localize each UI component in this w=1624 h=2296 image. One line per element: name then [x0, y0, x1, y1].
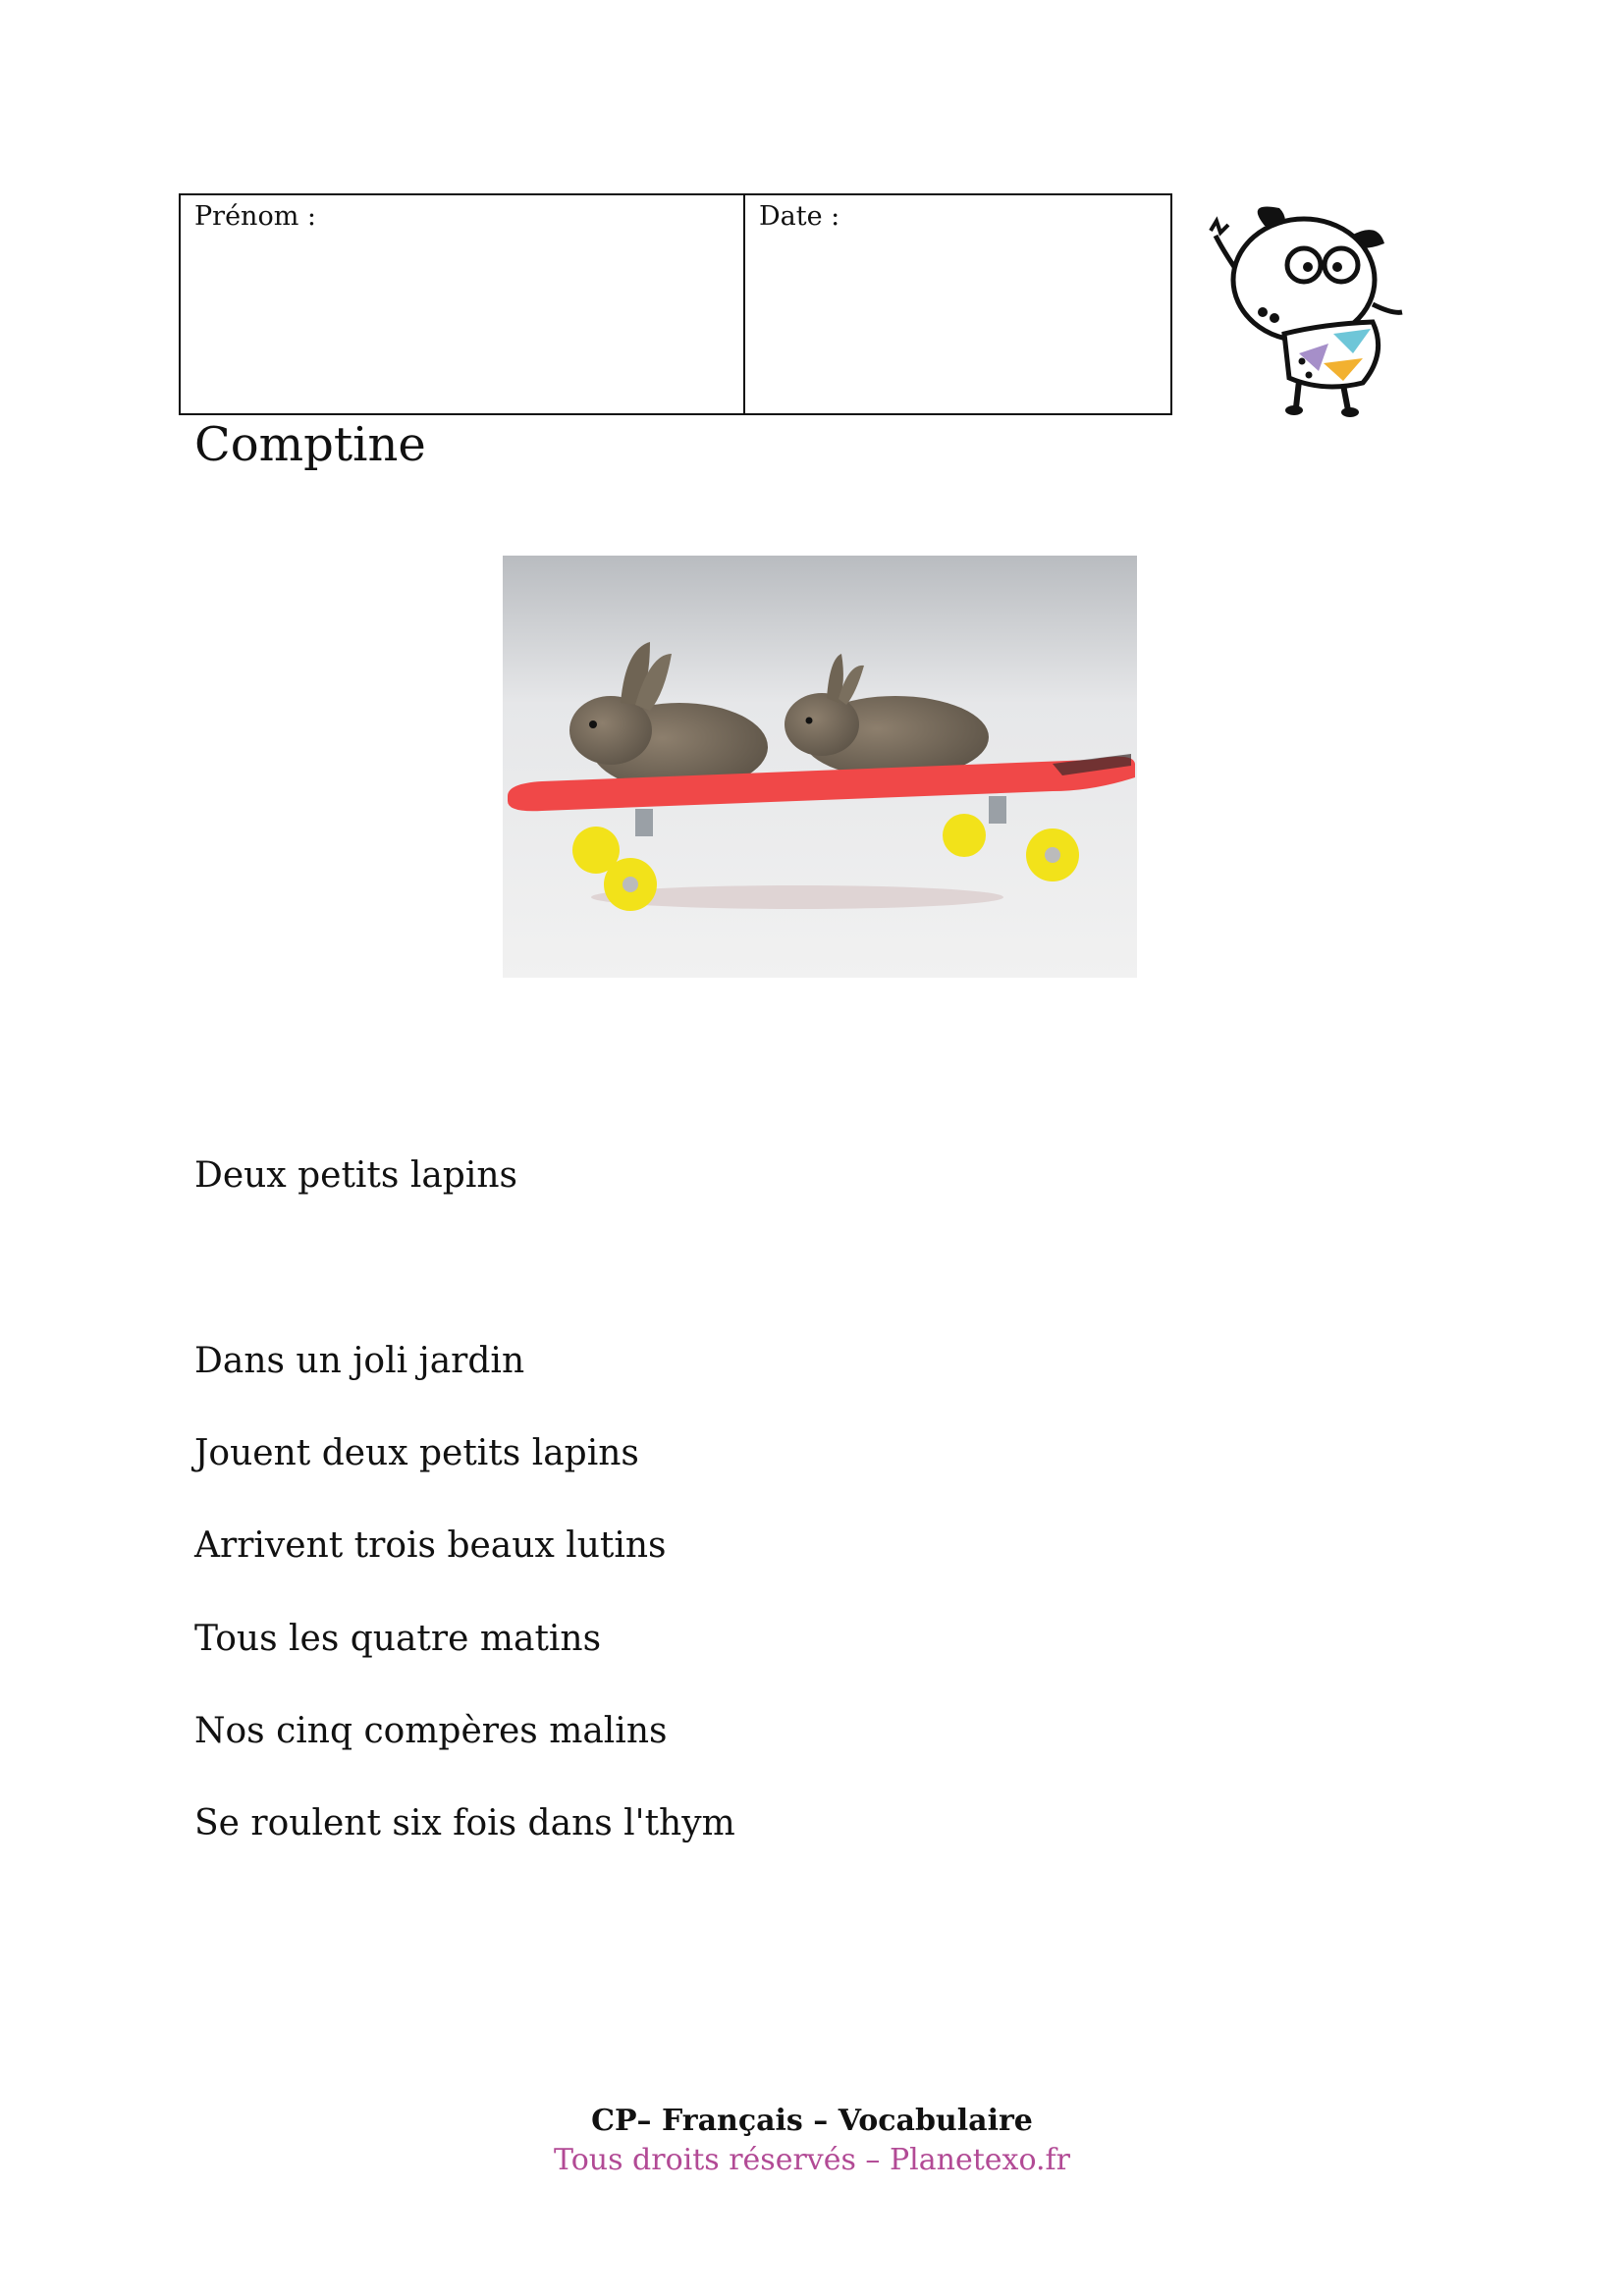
rabbits-on-skateboard-image [503, 556, 1137, 978]
footer-subject: CP– Français – Vocabulaire [591, 2104, 1033, 2138]
date-field[interactable] [745, 195, 1170, 413]
poem-line: Arrivent trois beaux lutins [194, 1525, 667, 1566]
poem-line: Tous les quatre matins [194, 1619, 602, 1659]
poem-line: Se roulent six fois dans l'thym [194, 1803, 735, 1843]
poem-line: Nos cinq compères malins [194, 1711, 668, 1751]
poem-line: Dans un joli jardin [194, 1341, 525, 1381]
poem-line: Jouent deux petits lapins [194, 1433, 639, 1473]
header-table [179, 193, 1172, 415]
date-label: Date : [759, 201, 840, 232]
poem-first-line: Deux petits lapins [194, 1155, 518, 1196]
prenom-field[interactable] [181, 195, 745, 413]
footer-copyright[interactable]: Tous droits réservés – Planetexo.fr [554, 2143, 1070, 2177]
prenom-label: Prénom : [194, 201, 316, 232]
sheep-mascot-icon [1206, 196, 1412, 417]
page-title: Comptine [194, 417, 426, 472]
